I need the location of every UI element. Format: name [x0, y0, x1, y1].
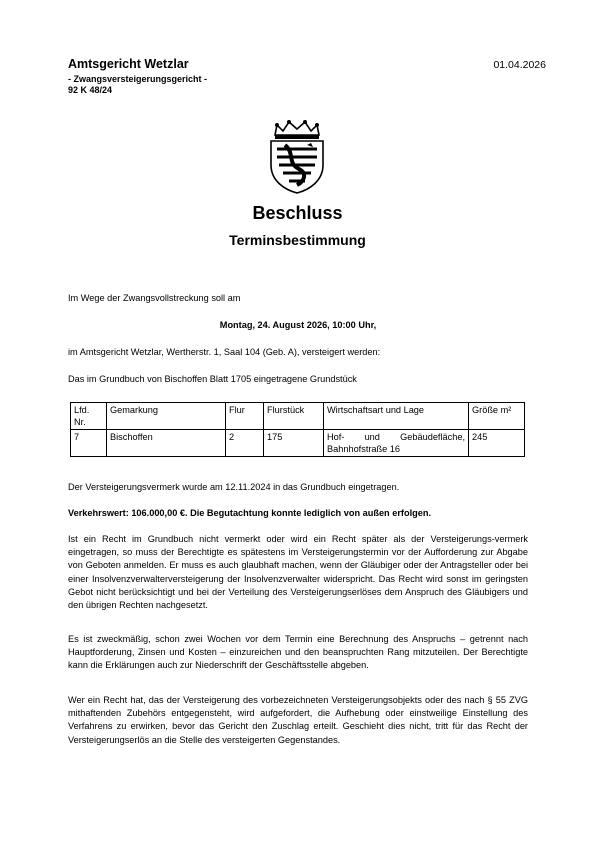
- cell-gemarkung: Bischoffen: [107, 430, 226, 457]
- court-name: Amtsgericht Wetzlar: [68, 57, 189, 71]
- header-flur: Flur: [226, 403, 264, 430]
- coat-of-arms-icon: [265, 119, 329, 195]
- registration-note: Der Versteigerungsvermerk wurde am 12.11.2024 in das Grundbuch eingetragen.: [68, 482, 400, 492]
- table-row: [71, 430, 525, 457]
- cell-lfd-nr: 7: [71, 430, 107, 457]
- appointment-date: Montag, 24. August 2026, 10:00 Uhr,: [219, 320, 377, 330]
- location-text: im Amtsgericht Wetzlar, Wertherstr. 1, Saal 104 (Geb. A), versteigert werden:: [68, 347, 381, 357]
- document-date: 01.04.2026: [493, 59, 546, 71]
- header-lfd-nr: Lfd. Nr.: [71, 403, 107, 430]
- market-value: Verkehrswert: 106.000,00 €. Die Begutachtung konnte lediglich von außen erfolgen.: [68, 508, 432, 518]
- paragraph-opposing-rights: Wer ein Recht hat, das der Versteigerung des vorbezeichneten Versteigerungsobjekts oder des nach § 55 ZVG mithaftenden Zubehörs entgegensteht, wird aufgefordert, die Aufhebung oder einstweilige Einstellung des Verfahrens zu erwirken, bevor das Gericht den Zuschlag erteilt. Geschieht dies nicht, tritt für das Recht der Versteigerungserlös an die Stelle des versteigerten Gegenstandes.: [68, 695, 528, 745]
- cell-flurstueck: 175: [264, 430, 324, 457]
- intro-text: Im Wege der Zwangsvollstreckung soll am: [68, 293, 241, 303]
- header-gemarkung: Gemarkung: [107, 403, 226, 430]
- document-subtitle: Terminsbestimmung: [229, 232, 366, 248]
- property-intro: Das im Grundbuch von Bischoffen Blatt 1705 eingetragene Grundstück: [68, 374, 357, 384]
- header-groesse: Größe m²: [469, 403, 525, 430]
- cell-flur: 2: [226, 430, 264, 457]
- paragraph-claim-calculation: Es ist zweckmäßig, schon zwei Wochen vor dem Termin eine Berechnung des Anspruchs – getrennt nach Hauptforderung, Zinsen und Kosten – einzureichen und den beanspruchten Rang mitzuteilen. Der Berechtigte kann die Erklärungen auch zur Niederschrift der Geschäftsstelle abgeben.: [68, 634, 528, 671]
- header-wirtschaftsart: Wirtschaftsart und Lage: [324, 403, 469, 430]
- cell-wirtschaftsart: Hof- und Gebäudefläche, Bahnhofstraße 16: [324, 430, 469, 457]
- property-table: [70, 402, 525, 457]
- file-number: 92 K 48/24: [68, 85, 113, 95]
- header-flurstueck: Flurstück: [264, 403, 324, 430]
- table-header-row: [71, 403, 525, 430]
- cell-groesse: 245: [469, 430, 525, 457]
- document-title: Beschluss: [252, 203, 343, 223]
- paragraph-rights-registration: Ist ein Recht im Grundbuch nicht vermerkt oder wird ein Recht später als der Versteigerungs-vermerk eingetragen, so muss der Berechtigte es spätestens im Versteigerungstermin vor der Aufforderung zur Abgabe von Geboten anmelden. Er muss es auch glaubhaft machen, wenn der Gläubiger oder der Antragsteller oder bei einer Insolvenzverwalterversteigerung der Insolvenzverwalter widerspricht. Das Recht wird sonst im geringsten Gebot nicht berücksichtigt und bei der Verteilung des Versteigerungserlöses dem Anspruch des Gläubigers und den übrigen Rechten nachgesetzt.: [68, 534, 528, 611]
- court-department: - Zwangsversteigerungsgericht -: [68, 74, 208, 84]
